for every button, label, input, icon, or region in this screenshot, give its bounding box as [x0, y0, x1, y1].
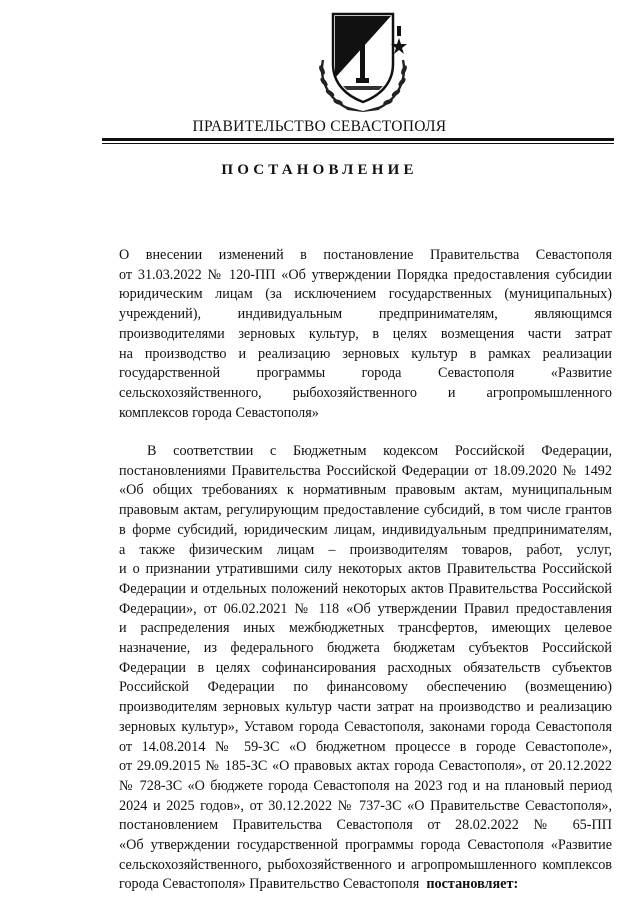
title-line: государственной программы города Севастополя «Развитие [119, 365, 612, 382]
body-line: назначение, из федерального бюджета бюджетам субъектов Российской [119, 640, 612, 657]
body-line: и распределения иных межбюджетных трансфертов, имеющих целевое [119, 620, 612, 637]
body-line: правовым актам, регулирующим предоставление субсидий, в том числе грантов [119, 502, 612, 519]
document-type: ПОСТАНОВЛЕНИЕ [221, 162, 418, 178]
body-line: 2024 и 2025 годов», от 30.12.2022 № 737-ЗС «О Правительстве Севастополя», [119, 797, 612, 814]
body-line: производителям зерновых культур части затрат на производство и реализацию [119, 699, 612, 716]
body-line-final [119, 875, 612, 895]
title-line: от 31.03.2022 № 120-ПП «Об утверждении Порядка предоставления субсидии [119, 266, 612, 283]
body-line: В соответствии с Бюджетным кодексом Российской Федерации, [147, 443, 612, 459]
title-line: на производство и реализацию зерновых культур в рамках реализации [119, 345, 612, 362]
resolves-keyword: постановляет: [426, 876, 519, 893]
body-line: зерновых культур», Уставом города Севастополя, законами города Севастополя [119, 718, 612, 735]
title-line: учреждений), индивидуальным предпринимателям, являющимся [119, 306, 612, 323]
header-divider-thick [102, 138, 614, 141]
body-line: в форме субсидий, юридическим лицам, индивидуальным предпринимателям, [119, 521, 612, 538]
resolution-preamble [119, 442, 612, 895]
title-line: сельскохозяйственного, рыбохозяйственного и агропромышленного [119, 384, 612, 401]
body-line: «Об утверждении государственной программы города Севастополя «Развитие [119, 837, 612, 854]
body-line: № 728-ЗС «О бюджете города Севастополя на 2023 год и на плановый период [119, 777, 612, 794]
header-divider-thin [102, 143, 614, 144]
title-line: О внесении изменений в постановление Правительства Севастополя [119, 247, 612, 263]
body-line: от 29.09.2015 № 185-ЗС «О правовых актах города Севастополя», от 20.12.2022 [119, 758, 612, 775]
title-line: производителями зерновых культур, в целях возмещения части затрат [119, 325, 612, 342]
title-line: комплексов города Севастополя» [119, 404, 319, 421]
body-line: Российской Федерации по финансовому обеспечению (возмещению) [119, 679, 612, 696]
body-line: от 14.08.2014 № 59-ЗС «О бюджетном процессе в городе Севастополе», [119, 738, 612, 755]
body-line: постановлением Правительства Севастополя от 28.02.2022 № 65-ПП [119, 817, 612, 834]
body-line: сельскохозяйственного, рыбохозяйственного и агропромышленного комплексов [119, 856, 612, 873]
body-line: а также физическим лицам – производителям товаров, работ, услуг, [119, 541, 612, 558]
organization-title: ПРАВИТЕЛЬСТВО СЕВАСТОПОЛЯ [192, 118, 447, 135]
body-line: Федерации», от 06.02.2021 № 118 «Об утверждении Правил предоставления [119, 600, 612, 617]
title-line: юридическим лицам (за исключением государственных (муниципальных) [119, 286, 612, 303]
body-line: Федерации в целях софинансирования расходных обязательств субъектов [119, 659, 612, 676]
body-line: Федерации и отдельных положений некоторых актов Правительства Российской [119, 580, 612, 597]
body-line: постановлениями Правительства Российской Федерации от 18.09.2020 № 1492 [119, 462, 612, 479]
body-line: и о признании утратившими силу некоторых актов Правительства Российской [119, 561, 612, 578]
sevastopol-coat-of-arms-icon [313, 8, 413, 112]
body-line: города Севастополя» Правительство Севастополя [119, 876, 420, 893]
body-line: «Об общих требованиях к нормативным правовым актам, муниципальным [119, 482, 612, 499]
resolution-title [119, 246, 612, 423]
